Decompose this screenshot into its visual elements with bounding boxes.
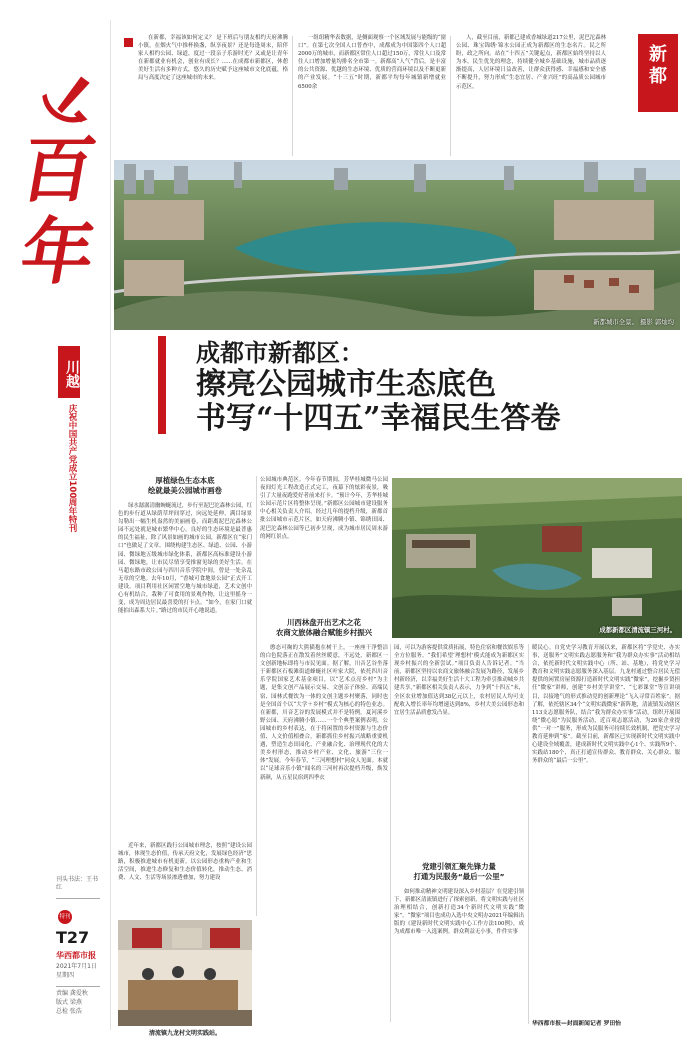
village-photo-caption: 成都新都区清流镇三河村。 bbox=[599, 626, 676, 634]
article2-text-b: 园，可以为游客提供赏质拓展，特色住宿和餐饮娱乐等全方位服务。“我们希望‘理想村’模式能成为新都区实现乡村振兴的全新尝试。”项目负责人告诉记者。“当前，新都区坚持以农商文旅体融合发展为路径，发展乡村新经济，以幸福美好生活十大工程为牵引推动城乡共建共享，”新都区相关负责人表示，力争到“十四五”末，全区农业增加值达到38亿元以上，农村居民人均可支配收入增长率年均增速达到8%，乡村大美公园形态和宜居生活品质愈发凸显。 bbox=[394, 645, 524, 716]
masthead-char-bai: 百 bbox=[14, 127, 102, 212]
article3-author: 华西都市报—封面新闻记者 罗田怡 bbox=[532, 1021, 621, 1027]
practice-station-photo bbox=[118, 920, 252, 1026]
hero-cityscape-photo bbox=[114, 160, 680, 330]
practice-station-caption: 清流镇九龙村文明实践站。 bbox=[148, 1030, 221, 1037]
intro-col-2: 一组组精华表数据，是侧面观察一个区域发展与能级的“窗口”。在第七次全国人口普查中，成都成为中国第四个人口超2000万的城市，而新都区常住人口超过150万，常住人口及常住人口增加增量均排名全市第一。新都高“人气”背后，是丰富的公共资源、优越的生态环境、优质的营商环境以及不断更新的产业发展。“十三五”时期，新都平均每年城镇新增就业6500余 bbox=[298, 35, 446, 90]
article2-subhead bbox=[260, 618, 388, 638]
series-subtitle: 庆祝中国共产党成立100周年特刊 bbox=[67, 404, 77, 533]
article1-subhead bbox=[118, 476, 252, 496]
article2-subhead-2: 农商文旅体融合赋能乡村振兴 bbox=[275, 628, 373, 637]
headline-block bbox=[196, 338, 656, 436]
article2-text-a: 憨态可掬的大熊猫抱在树干上，一座座干净整洁的白色院落正在散发着丝丝暖意，不远处，新都区一文创新地标即将与市民见面。据了解，川音艺谷坐落于新都区石板滩街道蜂蜒社区叶家大院，依托四川音乐学院国家艺术基金项目，以“艺术点亮乡村”为主题，是集文创产品展示交易、文创亲子体验、高端民宿、园林式餐饮为一体的文创主题乡村聚落，同时也是全国首个以“大学＋乡村”模式为核心的特色业态。在新都，川音艺谷的发展模式并不是特例。夏河溪乡野公园、天府沸腾小镇……一个个典型案例表明，公园城市的乡村表达，在于将闲置的乡村资源与生态价值、人文价值相叠合，新都抓住乡村振兴战略重要机遇，塑造生态田园化、产业融合化、治理现代化的大美乡村形态，推动乡村产业、文化、旅游“三位一体”发展。今年春节，“三河理想村”同众人见面。本就以“足球音乐小镇”闻名的三河村再次提档升级，焕发新颜，从五星民宿到四季衣 bbox=[260, 645, 388, 781]
masthead bbox=[0, 0, 110, 1050]
page-label-badge: 特刊 bbox=[58, 910, 72, 924]
issue-date: 2021年7月1日 bbox=[56, 963, 97, 970]
calligraphy-credit: 刊头书法：王书红 bbox=[56, 876, 99, 891]
article1-subhead-1: 厚植绿色生态本底 bbox=[155, 476, 215, 485]
staff-layout: 版式 梁燕 bbox=[56, 999, 82, 1006]
headline-line-1: 擦亮公园城市生态底色 bbox=[196, 367, 496, 402]
article3-text-b: 暖民心。自党史学习教育开展以来，新都区将“学党史、办实事，送服务”文明实践志愿服务和“我为群众办实事”活动相结合，依托新时代文明实践中心（所、站、基地），将党史学习教育和文明实践志愿服务深入基层。九龙村通过整合居民无偿提供的闲置房屋资源打造新时代文明实践“微家”，挖掘乡贤担任“微家”讲师，创建“乡村美学讲堂”、“七彩课堂”等宣讲项目，以接地气的形式推动党的创新理论“飞入寻常百姓家”。据了解，依托辖区34个“文明实践微家”新阵地，清流镇发动辖区113支志愿服务队，结合“我为群众办实事”活动，组织开展围绕“微心愿”为民服务活动，近百项志愿活动，为26家企业提供“一对一”服务，形成为民服务可持续长效机制，把党史学习教育延伸到“家”。截至目前，新都区已实现新时代文明实践中心建设全域覆盖，建成新时代文明实践中心1个、实践所9个、实践站180个，真正打通宣传群众、教育群众、关心群众、服务群众的“最后一公里”。 bbox=[532, 645, 680, 765]
series-label: 川越 bbox=[58, 346, 80, 398]
article3-subhead-2: 打通为民服务“最后一公里” bbox=[413, 872, 505, 881]
issue-weekday: 星期四 bbox=[56, 972, 75, 979]
article1-text-c: 公园城市典范区。今年春节期间，芳华桂城微马公园夜间灯光工程改造正式完工，夜幕下的炫彩夜景，吸引了大量夜跑爱好者前来打卡。“预计今年，芳华桂城公园示范片区将整体呈现。”新都区公园城市建设服务中心相关负责人介绍，经过几年的提档升级，新都首批公园城市示范片区，如天府沸腾小镇、锦绣田园、泥巴沱森林公园等已初步呈现，成为城市居民周末游的网红景点。 bbox=[260, 477, 388, 540]
page-number: T27 bbox=[56, 928, 90, 947]
staff-proof: 总检 张浩 bbox=[56, 1008, 82, 1015]
village-photo bbox=[392, 478, 682, 638]
article3-subhead-1: 党建引领汇聚先锋力量 bbox=[422, 862, 496, 871]
masthead-char-nian: 年 bbox=[14, 209, 102, 294]
section-badge: 新都 bbox=[638, 34, 678, 112]
intro-marker-icon bbox=[124, 38, 133, 47]
article1-text-b: 近年来，新都区践行公园城市理念，按照“建设公园城市，体现生态价值，传承天府文化，发展绿色经济”思路，积极推进城市有机更新，以公园形态重构产业和生活空间，推进生态修复和生态价值转化，推动生态、消费、人文、生活等场景渗透叠加，努力建设 bbox=[118, 843, 252, 882]
party-emblem-icon bbox=[38, 70, 94, 126]
paper-name: 华西都市报 bbox=[56, 950, 96, 960]
hero-photo-caption: 新都城市全景。 摄影 郭灿均 bbox=[593, 318, 674, 326]
article3-text-a: 如何推动精神文明建设深入乡村基层？在党建引领下，新都区清流镇进行了探索创新，将文明实践与社区治理相结合，创新打造34个新时代文明实践“微家”。“微家”项目也成功入选中央文明办2021年编辑出版的《建设新时代文明实践中心工作方法100例》，成为成都市唯一入选案例。群众利益无小事，件件实事 bbox=[394, 889, 524, 936]
headline-accent-bar bbox=[158, 336, 166, 434]
article1-subhead-2: 绘就最美公园城市画卷 bbox=[148, 486, 222, 495]
headline-kicker: 成都市新都区： bbox=[196, 338, 364, 367]
staff-editor: 责编 龚爱秋 bbox=[56, 990, 88, 997]
headline-line-2: 书写“十四五”幸福民生答卷 bbox=[196, 401, 561, 436]
article1-text-a: 绿水潺潺清幽蜿蜒流过，步行至泥巴沱森林公园，红色的步行道从绿荫草坪间穿过，向远处延伸，满目绿景勾勒出一幅生机盎然的美丽画卷，而距离泥巴沱森林公园不远处就是城市繁华中心。良好的生态环境是最普惠的民生福祉，除了风景如画的城市公园，新都区在“家门口”也做足了文章。围绕构建生态区、绿道、公园、小游园、微绿地五级城市绿化体系，新都区高标准建设小游园、微绿地，让市民尽情享受推窗见绿的美好生活。在马超东路市政公园与四川音乐学院中间，曾是一处杂乱无章的空地。去年10月，“香城可食地景公园”正式开工建设。项目利用社区闲置空地与城市绿道，艺术文创中心有机结合，栽种了可食用的景观作物，让这里摇身一变，成为周边居民最喜爱的打卡点。“如今，在家门口就能拍出森系大片。”路过的市民开心地说道。 bbox=[118, 503, 252, 615]
intro-col-3: 人，截至目前，新都已建成香城绿道217公里，泥巴沱森林公园、珠宝锦绣·锦水公园正成为新都区的生态名片。民之所盼，政之所向。站在“十四五”关键起点，新都区始终坚持以人为本，民生优先的理念，持续健全城乡基础设施，城市品质逐渐提高，人居环境日益改善，让群众获得感、幸福感和安全感不断提升，努力形成“生态宜居、产业兴旺”的高品质公园城市示范区。 bbox=[456, 35, 606, 90]
article2-subhead-1: 川西林盘开出艺术之花 bbox=[287, 618, 361, 627]
article3-subhead bbox=[394, 862, 524, 882]
intro-col-1: 在新都，幸福该如何定义？ 是下班后与朋友相约天府沸腾小镇，在烟火气中推杯换盏，纵享夜景？还是每逢周末，陪伴家人相约公园、绿道，度过一段亲子乐游时光？又或是让青年在新都就业有机会，创业有成长？……在成都市新都区，休憩美好生活有多种方式，悠久的历史赋予这座城市文化底蕴，格局与高度决定了这座城市的未来。 bbox=[138, 35, 288, 82]
